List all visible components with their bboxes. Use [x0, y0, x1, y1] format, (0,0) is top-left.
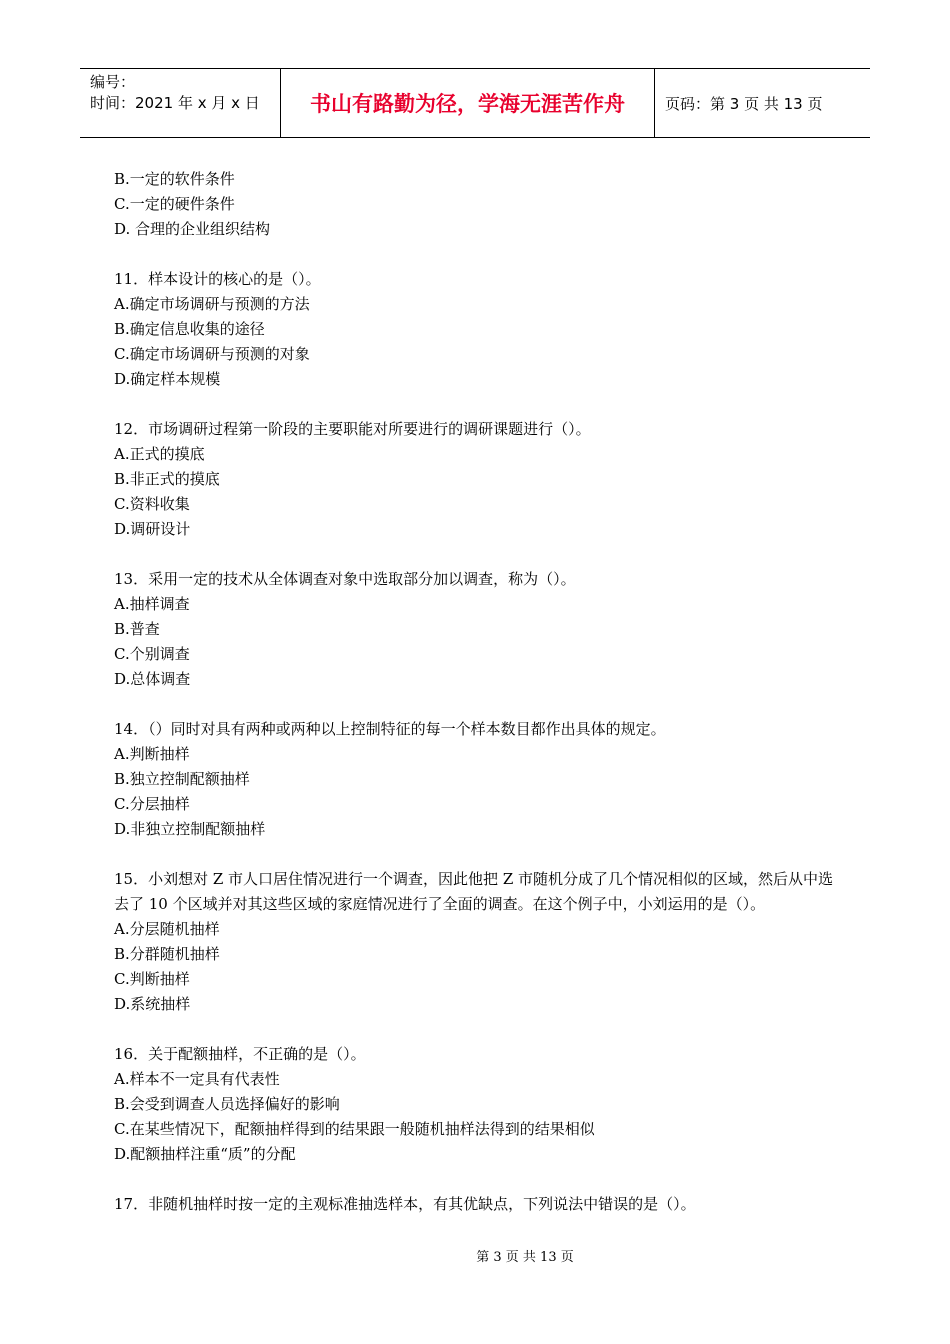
option-line: B.独立控制配额抽样 [114, 770, 250, 788]
question-text: 17．非随机抽样时按一定的主观标准抽选样本，有其优缺点，下列说法中错误的是（）。 [114, 1195, 696, 1213]
option-line: A.确定市场调研与预测的方法 [114, 295, 310, 313]
question-text: 14．（）同时对具有两种或两种以上控制特征的每一个样本数目都作出具体的规定。 [114, 720, 666, 738]
number-label: 编号： [90, 73, 136, 91]
option-line: D.调研设计 [114, 520, 191, 538]
question-15 [114, 867, 836, 1017]
header-page-info: 页码：第 3 页 共 13 页 [665, 94, 823, 113]
date-label: 时间：2021 年 x 月 x 日 [90, 94, 260, 112]
option-line: C.个别调查 [114, 645, 190, 663]
header-meta [80, 69, 281, 137]
option-line: D.非独立控制配额抽样 [114, 820, 266, 838]
question-text: 16．关于配额抽样，不正确的是（）。 [114, 1045, 366, 1063]
page-header [80, 68, 870, 138]
question-text: 11．样本设计的核心的是（）。 [114, 270, 321, 288]
leading-options [114, 167, 836, 242]
question-text: 15．小刘想对 Z 市人口居住情况进行一个调查，因此他把 Z 市随机分成了几个情况相似的区域，然后从中选去了 10 个区域并对其这些区域的家庭情况进行了全面的调查。在这个例子中，小刘运用的是（）。 [114, 870, 834, 913]
option-line: B.一定的软件条件 [114, 170, 235, 188]
option-line: C.判断抽样 [114, 970, 190, 988]
option-line: D.确定样本规模 [114, 370, 221, 388]
option-line: D. 合理的企业组织结构 [114, 220, 271, 238]
option-line: A.正式的摸底 [114, 445, 205, 463]
option-line: D.总体调查 [114, 670, 191, 688]
option-line: A.样本不一定具有代表性 [114, 1070, 280, 1088]
question-text: 12．市场调研过程第一阶段的主要职能对所要进行的调研课题进行（）。 [114, 420, 591, 438]
option-line: B.普查 [114, 620, 160, 638]
question-12 [114, 417, 836, 542]
option-line: C.一定的硬件条件 [114, 195, 235, 213]
option-line: C.在某些情况下，配额抽样得到的结果跟一般随机抽样法得到的结果相似 [114, 1120, 595, 1138]
question-16 [114, 1042, 836, 1167]
option-line: A.抽样调查 [114, 595, 190, 613]
question-13 [114, 567, 836, 692]
option-line: C.分层抽样 [114, 795, 190, 813]
option-line: B.非正式的摸底 [114, 470, 220, 488]
question-11 [114, 267, 836, 392]
option-line: C.资料收集 [114, 495, 190, 513]
option-line: B.分群随机抽样 [114, 945, 220, 963]
header-motto: 书山有路勤为径，学海无涯苦作舟 [281, 69, 655, 137]
option-line: C.确定市场调研与预测的对象 [114, 345, 310, 363]
option-line: A.分层随机抽样 [114, 920, 220, 938]
question-14 [114, 717, 836, 842]
page-footer [0, 1246, 950, 1265]
option-line: B.会受到调查人员选择偏好的影响 [114, 1095, 340, 1113]
question-text: 13．采用一定的技术从全体调查对象中选取部分加以调查，称为（）。 [114, 570, 576, 588]
document-body [114, 167, 836, 1217]
question-17 [114, 1192, 836, 1217]
option-line: D.系统抽样 [114, 995, 191, 1013]
footer-page-number: 第 3 页 共 13 页 [476, 1250, 574, 1265]
option-line: B.确定信息收集的途径 [114, 320, 265, 338]
option-line: D.配额抽样注重“质”的分配 [114, 1145, 296, 1163]
option-line: A.判断抽样 [114, 745, 190, 763]
